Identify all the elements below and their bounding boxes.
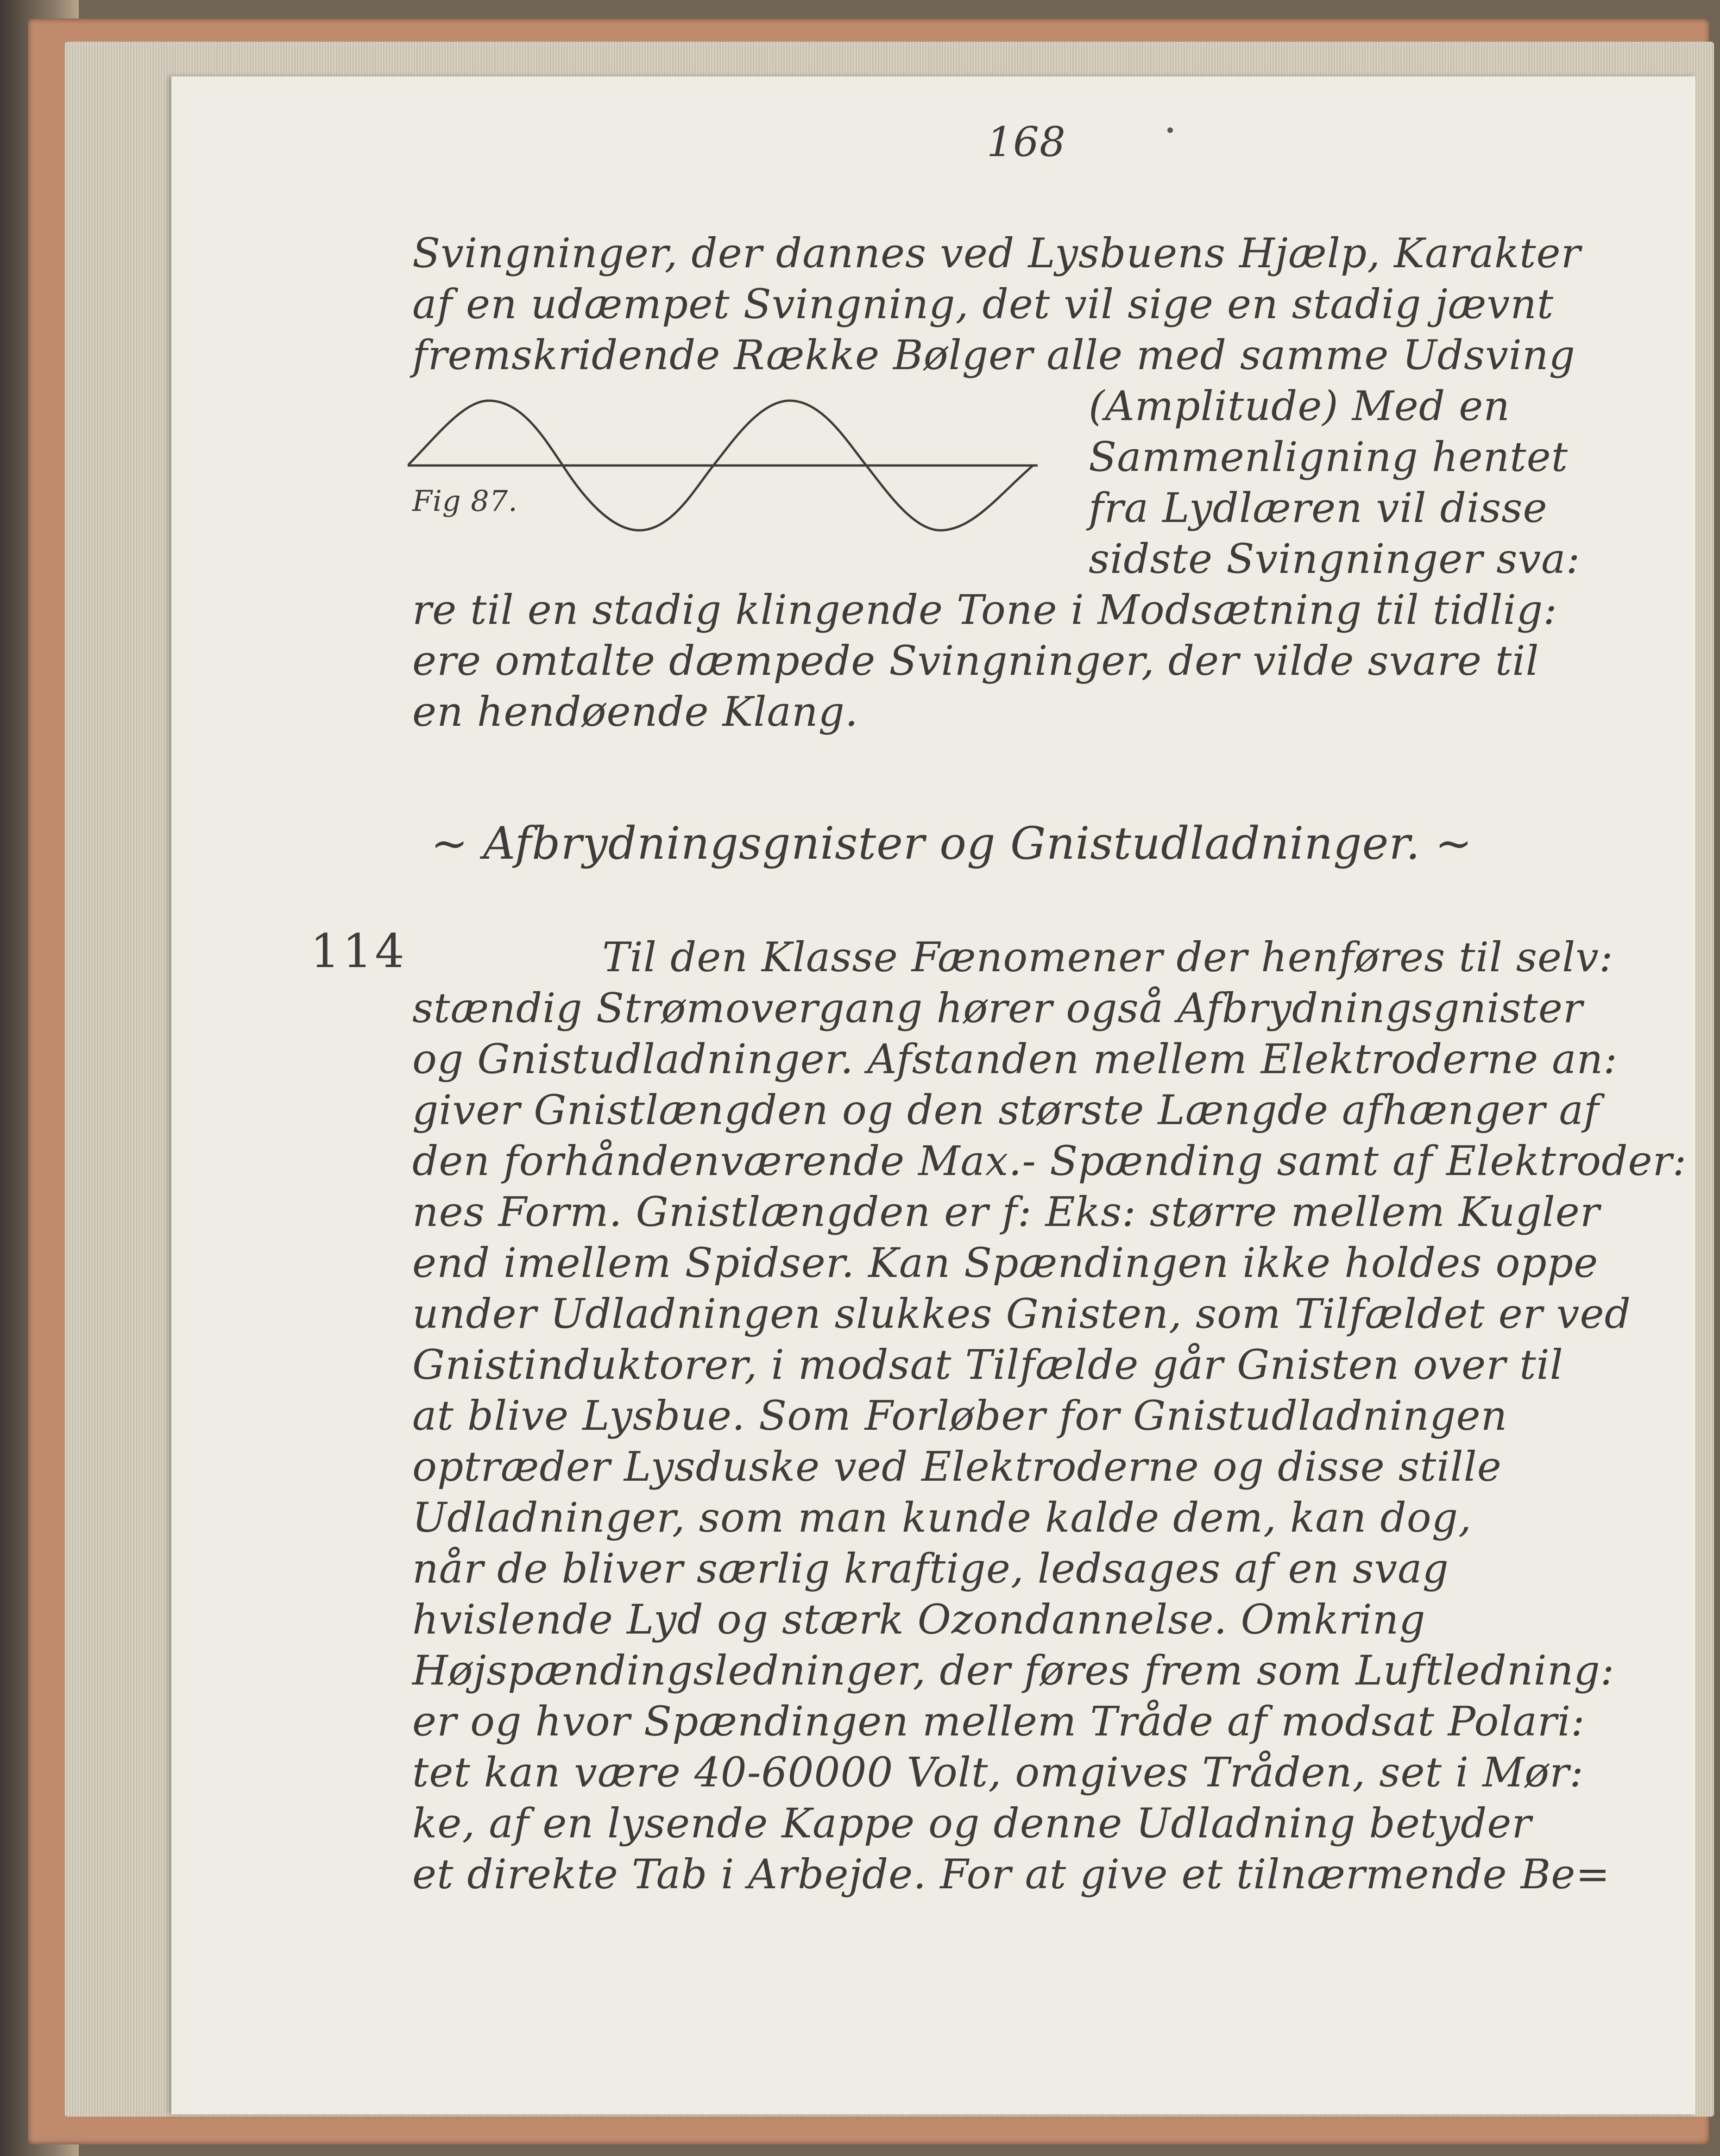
paragraph-number: 114 (310, 924, 407, 978)
text-line: Gnistinduktorer, i modsat Tilfælde går Gnisten over til (412, 1341, 1563, 1389)
text-line: fra Lydlæren vil disse (1089, 484, 1548, 532)
text-line: ere omtalte dæmpede Svingninger, der vilde svare til (412, 637, 1539, 685)
text-line: optræder Lysduske ved Elektroderne og disse stille (412, 1443, 1502, 1490)
manuscript-page (171, 76, 1695, 2114)
page-number: 168 (987, 118, 1066, 166)
text-line: Svingninger, der dannes ved Lysbuens Hjælp, Karakter (412, 229, 1581, 277)
text-line: hvislende Lyd og stærk Ozondannelse. Omkring (412, 1596, 1426, 1643)
text-line: nes Form. Gnistlængden er f: Eks: større mellem Kugler (412, 1188, 1600, 1236)
ink-dot (1167, 127, 1173, 133)
text-line: at blive Lysbue. Som Forløber for Gnistudladningen (412, 1392, 1508, 1439)
text-line: under Udladningen slukkes Gnisten, som Tilfældet er ved (412, 1290, 1631, 1338)
text-line: den forhåndenværende Max.- Spænding samt af Elektroder: (412, 1137, 1687, 1185)
text-line: og Gnistudladninger. Afstanden mellem Elektroderne an: (412, 1035, 1618, 1083)
text-line: fremskridende Række Bølger alle med samme Udsving (412, 331, 1575, 379)
text-line: stændig Strømovergang hører også Afbrydningsgnister (412, 984, 1583, 1032)
text-line: Sammenligning hentet (1089, 433, 1569, 481)
section-heading: ~ Afbrydningsgnister og Gnistudladninger. ~ (431, 817, 1473, 869)
text-line: sidste Svingninger sva: (1089, 535, 1581, 583)
figure-label: Fig 87. (412, 484, 518, 518)
text-line: en hendøende Klang. (412, 688, 858, 735)
undamped-oscillation-diagram (408, 387, 1056, 563)
text-line: end imellem Spidser. Kan Spændingen ikke holdes oppe (412, 1239, 1599, 1287)
text-line: er og hvor Spændingen mellem Tråde af modsat Polari: (412, 1697, 1585, 1745)
text-line: giver Gnistlængden og den største Længde afhænger af (412, 1086, 1600, 1134)
text-line: et direkte Tab i Arbejde. For at give et tilnærmende Be= (412, 1850, 1611, 1898)
figure-87 (408, 387, 1056, 563)
text-line: når de bliver særlig kraftige, ledsages af en svag (412, 1545, 1449, 1592)
text-line: (Amplitude) Med en (1089, 382, 1510, 430)
text-line: af en udæmpet Svingning, det vil sige en stadig jævnt (412, 280, 1554, 328)
text-line: re til en stadig klingende Tone i Modsætning til tidlig: (412, 586, 1557, 634)
text-line: Højspændingsledninger, der føres frem som Luftledning: (412, 1647, 1615, 1694)
text-line: Til den Klasse Fænomener der henføres til selv: (602, 933, 1613, 981)
text-line: Udladninger, som man kunde kalde dem, kan dog, (412, 1494, 1472, 1541)
text-line: ke, af en lysende Kappe og denne Udladning betyder (412, 1799, 1532, 1847)
text-line: tet kan være 40-60000 Volt, omgives Tråden, set i Mør: (412, 1748, 1584, 1796)
